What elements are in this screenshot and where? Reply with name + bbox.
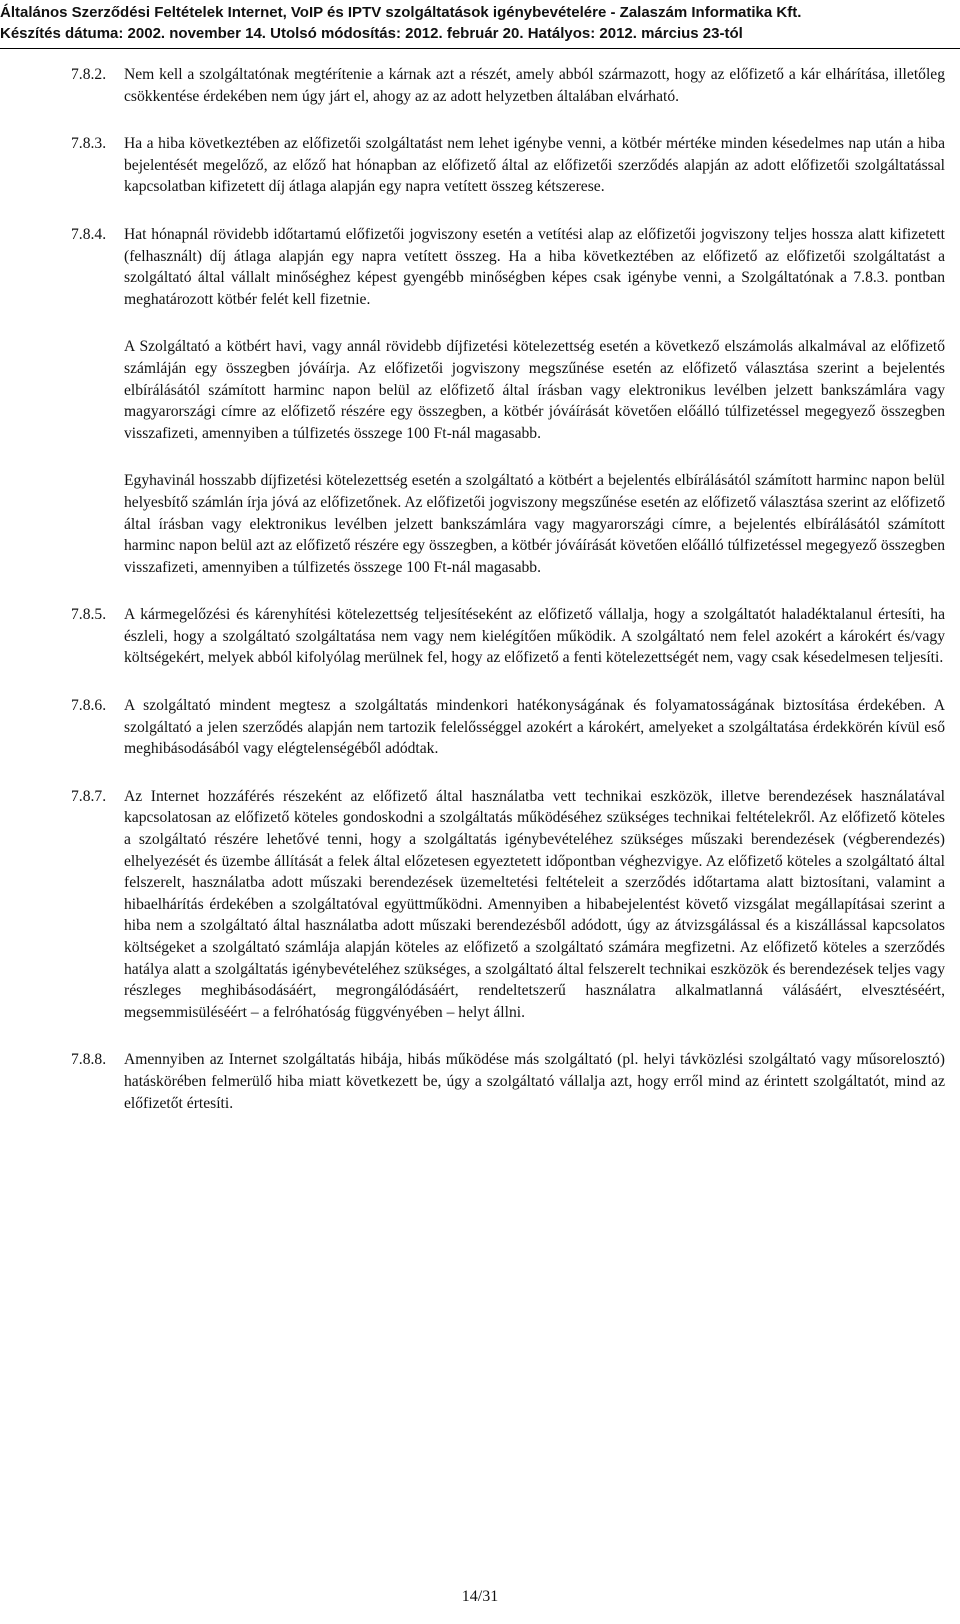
section-text: A kármegelőzési és kárenyhítési kötelezettség teljesítéseként az előfizető vállalja, hogy a szolgáltatót haladéktalanul értesíti, ha észleli, hogy a szolgáltató szolgáltatása nem vagy nem kielégítően működik. A szolgáltató nem felel azokért a károkért és/vagy költségekért, melyek abból kifolyólag merülnek fel, hogy az előfizető a fenti kötelezettségét nem, vagy csak késedelmesen teljesíti.: [124, 606, 945, 667]
section-number: 7.8.2.: [71, 66, 107, 83]
section-number: 7.8.7.: [71, 787, 107, 805]
page-number: 14/31: [461, 1588, 499, 1605]
section-text: Nem kell a szolgáltatónak megtérítenie a kárnak azt a részét, amely abból származott, hogy az előfizető a kár elhárítása, illetőleg csökkentése érdekében nem úgy járt el, ahogy az az adott helyzetben általában elvárható.: [124, 66, 945, 105]
section-7-8-5: [71, 604, 945, 669]
section-7-8-4: [71, 224, 945, 310]
section-7-8-2: [71, 64, 945, 107]
section-number: 7.8.5.: [71, 606, 107, 624]
section-7-8-7: [71, 786, 945, 1024]
section-7-8-8: [71, 1049, 945, 1114]
section-text: Hat hónapnál rövidebb időtartamú előfizetői jogviszony esetén a vetítési alap az előfizetői jogviszony teljes hossza alatt kifizetett (felhasznált) díj átlaga alapján egy napra vetített összeg. Ha a hiba következtében az előfizető az előfizetői szolgáltatást a szolgáltató által vállalt minőséghez képest gyengébb minőségben képes csak igénybe venni, a Szolgáltatónak a 7.8.3. pontban meghatározott kötbér felét kell fizetnie.: [124, 225, 945, 308]
section-text: A szolgáltató mindent megtesz a szolgáltatás mindenkori hatékonyságának és folyamatosságának biztosítása érdekében. A szolgáltató a jelen szerződés alapján nem tartozik felelősséggel azokért a károkért, amelyeket a szolgáltatása érdekkörén kívül eső meghibásodásából vagy elégtelenségéből adódtak.: [124, 697, 945, 758]
section-text: Amennyiben az Internet szolgáltatás hibája, hibás működése más szolgáltató (pl. helyi távközlési szolgáltató vagy műsorelosztó) hatáskörében felmerülő hiba miatt következett be, úgy a szolgáltató vállalja azt, hogy erről mind az érintett szolgáltatót, mind az előfizetőt értesíti.: [124, 1051, 945, 1112]
section-number: 7.8.4.: [71, 225, 107, 243]
header-title: Általános Szerződési Feltételek Internet, VoIP és IPTV szolgáltatások igénybevételére - Zalaszám Informatika Kft.: [0, 4, 802, 21]
paragraph-kotber-jovairas: A Szolgáltató a kötbért havi, vagy annál rövidebb díjfizetési kötelezettség esetén a következő elszámolás alkalmával az előfizető számláján egy összegben jóváírja. Az előfizetői jogviszony megszűnése esetén az előfizető választása szerint a bejelentés elbírálásától számított harminc napon belül az előfizető által írásban vagy elektronikus levélben jelzett bankszámlára vagy magyarországi címre az előfizető részére egy összegben, a kötbér jóváírását követően előálló túlfizetéssel megegyező összegben visszafizeti, amennyiben a túlfizetés összege 100 Ft-nál magasabb.: [124, 338, 945, 442]
paragraph-egyhavinal-hosszabb: Egyhavinál hosszabb díjfizetési kötelezettség esetén a szolgáltató a kötbért a bejelentés elbírálásától számított harminc napon belül helyesbítő számlán írja jóvá az előfizetőnek. Az előfizetői jogviszony megszűnése esetén az előfizető választása szerint az előfizető által írásban vagy elektronikus levélben jelzett bankszámlára vagy magyarországi címre, a bejelentés elbírálásától számított harminc napon belül azt az előfizető részére egy összegben, a kötbér jóváírását követően előálló túlfizetéssel megegyező összegben visszafizeti, amennyiben a túlfizetés összege 100 Ft-nál magasabb.: [124, 472, 945, 576]
section-7-8-6: [71, 695, 945, 760]
section-number: 7.8.6.: [71, 697, 107, 715]
document-header: [0, 2, 960, 44]
section-text: Ha a hiba következtében az előfizetői szolgáltatást nem lehet igénybe venni, a kötbér mértéke minden késedelmes nap után a hiba bejelentését megelőző, az előző hat hónapban az előfizető által az előfizetői szerződés alapján az adott előfizetői szolgáltatással kapcsolatban kifizetett díj átlaga alapján egy napra vetített összeg kétszerese.: [124, 135, 945, 196]
section-text: Az Internet hozzáférés részeként az előfizető által használatba vett technikai eszközök, illetve berendezések használatával kapcsolatosan az előfizető köteles gondoskodni a szolgáltatás működéséhez szükséges technikai feltételekről. Az előfizető köteles a szolgáltató részére lehetővé tenni, hogy a szolgáltatás igénybevételéhez szükséges műszaki berendezések (végberendezés) elhelyezését és üzembe állítását a felek által előzetesen egyeztetett időpontban véghezvigye. Az előfizető köteles a szolgáltató által felszerelt, használatba adott műszaki berendezések üzemeltetési feltételeit a szerződés időtartama alatt biztosítani, valamint a hibaelhárítás érdekében a szolgáltatóval együttműködni. Amennyiben a hibabejelentést követő vizsgálat megállapításai szerint a hiba nem a szolgáltató által használatba adott műszaki berendezésből adódott, úgy az átvizsgálással és a kiszállással kapcsolatos költségeket a szolgáltató számlája alapján köteles az előfizető a szolgáltató számára megfizetni. Az előfizető köteles a szerződés hatálya alatt a szolgáltatás igénybevételéhez szükséges, a szolgáltató által felszerelt technikai eszközök és berendezések teljes vagy részleges meghibásodásáért, megrongálódásáért, rendeltetszerű használatra alkalmatlanná válásáért, elvesztéséért, megsemmisüléséért – a felróhatóság függvényében – helyt állni.: [124, 787, 945, 1021]
section-number: 7.8.3.: [71, 135, 107, 153]
header-dates: Készítés dátuma: 2002. november 14. Utolsó módosítás: 2012. február 20. Hatályos: 2012. március 23-tól: [0, 25, 743, 42]
section-7-8-3: [71, 133, 945, 198]
header-divider: [0, 48, 960, 49]
section-number: 7.8.8.: [71, 1051, 107, 1069]
document-body: [71, 64, 945, 1114]
